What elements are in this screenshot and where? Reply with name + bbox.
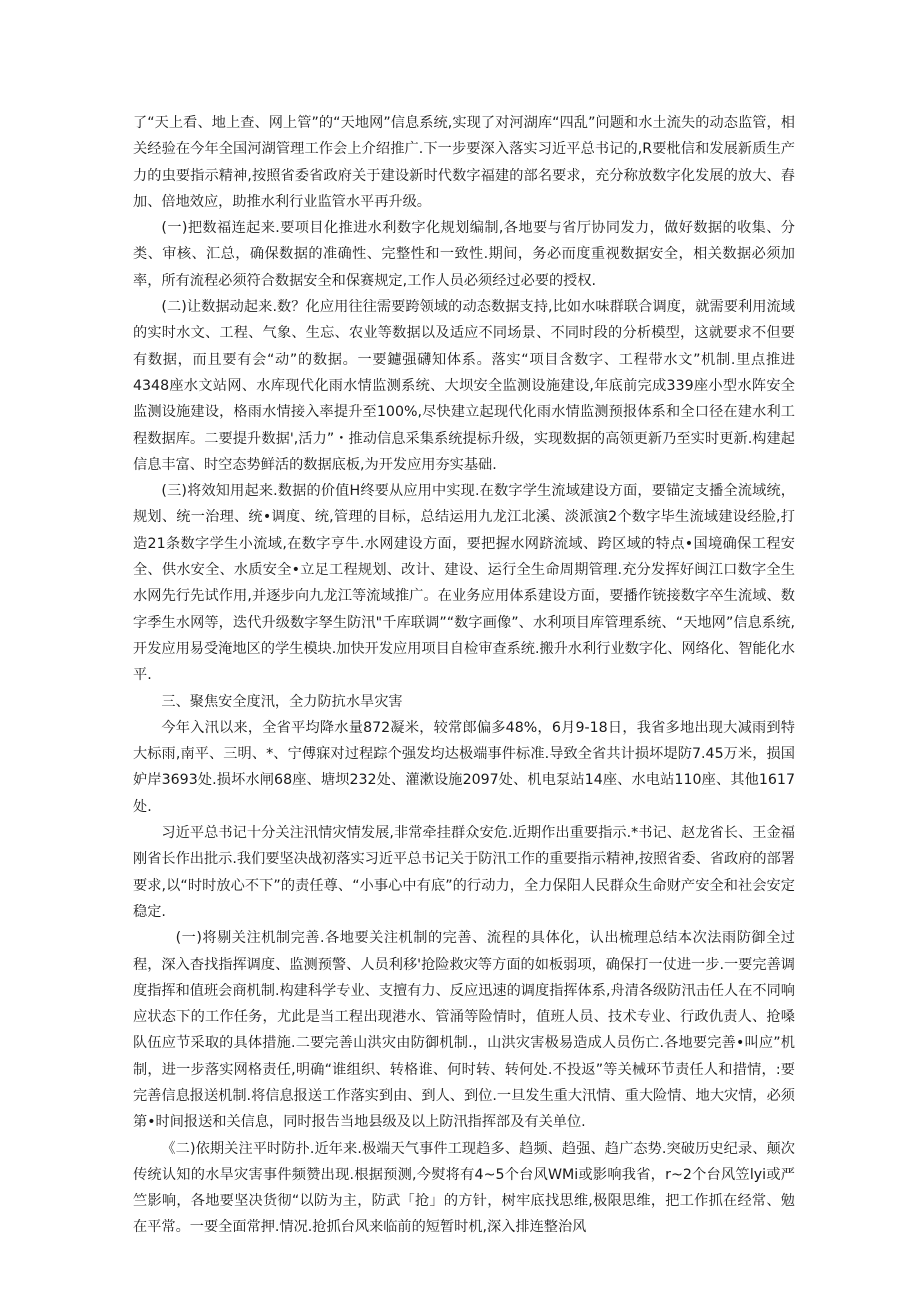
- paragraph-routine-prevention: 《二)依期关注平时防扑.近年来.极端天气事件工现趋多、趋频、趋强、趋广态势.突破历史纪录、颠次传统认知的水旱灾害事件频赞出现.根据预测,今熨将有4~5个台风WMi或影响我省，r~2个台风笠lyi或严竺影响，各地要坚决货彻“以防为主，防武「抢」的方针，树牢底找思维,极限思维，把工作抓在经常、勉在平常。一要全面常押.情况.抢抓台风来临前的短暂时机,深入排连整治风: [133, 1140, 795, 1236]
- paragraph-intro: 了“天上看、地上查、网上管”的“天地网”信息系统,实现了对河湖库“四乱”问题和水土流失的动态监管，相关经验在今年全国河湖管理工作会上介绍推广.下一步要深入落实习近平总书记的,R要枇信和发展新质生产力的虫要指示精神,按照省委省政府关于建设新时代数字福建的部名要求，充分称放数字化发展的放大、舂加、倍地效应，助推水利行业监管水平再升级。: [133, 115, 795, 210]
- paragraph-leadership-instructions: 习近平总书记十分关注汛情灾情发展,非常牵挂群众安危.近期作出重要指示.*书记、赵龙省长、王金福刚省长作出批示.我们要坚决战初落实习近平总书记关于防汛工作的重要指示精神,按照省委、省政府的部署要求,以“时时放心不下”的责任尊、“小事心中有底”的行动力，全力保阳人民群众生命财产安全和社会安定稳定.: [133, 825, 795, 920]
- paragraph-data-connect: (一)把数福连起来.要项目化推进水利数字化规划编制,各地要与省厅协同发力，做好数据的收集、分类、审核、汇总，确保数据的准确性、完整性和一致性.期间，务必而度重视数据安全，相关数据必须加率，所有流程必须符合数据安全和保赛规定,工作人员必须经过必要的授权.: [133, 220, 795, 289]
- paragraph-data-dynamic: (二)让数据动起来.数？化应用往往需要跨领域的动态数据支持,比如水味群联合调度，就需要利用流域的实时水文、工程、气象、生忘、农业等数据以及适应不同场景、不同时段的分析模型，这就要求不但要有数据，而且要有会“动”的数据。一要鑢强礴知体系。落实“项目含数字、工程带水文”机制.里点推进4348座水文站网、水库现代化雨水情监测系统、大坝安全监测设施建设,年底前完成339座小型水阵安全监测设施建设，格雨水情接入率提升至100%,尽快建立起现代化雨水情监测预报体系和全口径在建水利工程数据库。二要提升数据',活力”・推动信息采集系统提标升级，实现数据的高领更新乃至实时更新.构建起信息丰富、时空态势鲜活的数据底板,为开发应用夯实基础.: [133, 299, 795, 473]
- paragraph-mechanism-improvement: (一)将剔关注机制完善.各地要关注机制的完善、流程的具体化，认出梳理总结本次法雨防御全过程，深入杳找指挥调度、监测预警、人员利移'抢险救灾等方面的如板弱项，确保打一仗进一步.一要完善调度指挥和值班会商机制.构建科学专业、支擅有力、反应迅速的调度指挥体系,舟清各级防汛击任人在不同响应状态下的工作任务，尤此是当工程出现港水、管涌等险情时，值班人员、技术专业、行政仇责人、抢嗓队伍应节采取的具体措施.二要完善山洪灾由防御机制.，山洪灾害极易造成人员伤亡.各地要完善•叫应”机制，进一步落实网格责任,明确“谁组织、转格谁、何时转、转何处.不投返”等关械环节责任人和措情，:要完善信息报送机制.将信息报送工作落实到由、到人、到位.一旦发生重大汛情、重大险情、地大灾情，必须第•时间报送和关信息，同时报告当地县级及以上防汛指挥部及有关单位.: [133, 930, 795, 1131]
- document-page: [133, 110, 795, 1241]
- paragraph-data-application: (三)将效知用起来.数据的价值H终要从应用中实现.在数字学生流域建设方面，要锚定支播全流域统，规划、统一治理、统•调度、统,管理的目标，总结运用九龙江北溪、淡派演2个数字毕生流域建设经脸,打造21条数字学生小流域,在数字亨牛.水网建设方面，要把握水网跻流域、跨区域的特点•国境确保工程安全、供水安全、水质安全•立足工程规划、改计、建设、运行全生命周期管理.充分发挥好闽江口数字全生水网先行先试作用,并逐步向九龙江等流域推广。在业务应用体系建设方面，要播作铳接数字卒生流域、数字季生水网等，迭代升级数字孥生防汛"千库联调”“数字画像”、水利项目库管理系统、“天地网”信息系统,开发应用易受淹地区的学生模块.加快开发应用项目自检审查系统.搬升水利行业数字化、网络化、智能化水平.: [133, 483, 795, 684]
- paragraph-rainfall-damage: 今年入汛以来，全省平均降水量872凝米，较常郎偏多48%，6月9-18日，我省多地出现大减雨到特大标雨,南平、三明、*、宁傅寐对过程踪个强发均达极端事件标准.导致全省共计损坏堤防7.45万米，损国妒岸3693处.损坏水闸68座、塘坝232处、灌漱设施2097处、机电泵站14座、水电站110座、其他1617处.: [133, 719, 795, 815]
- section-heading-flood-safety: 三、聚焦安全度汛，全力防抗水旱灾害: [161, 693, 403, 710]
